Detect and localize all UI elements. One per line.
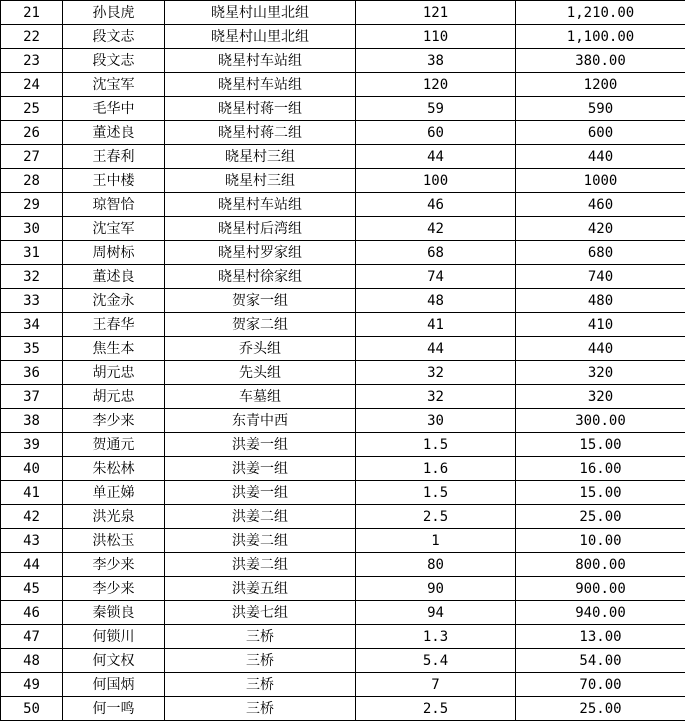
table-row bbox=[1, 697, 685, 721]
amount-cell: 15.00 bbox=[516, 481, 685, 505]
group-cell: 晓星村蒋二组 bbox=[165, 121, 356, 145]
group-cell: 晓星村三组 bbox=[165, 169, 356, 193]
name-cell: 毛华中 bbox=[63, 97, 165, 121]
amount-cell: 680 bbox=[516, 241, 685, 265]
amount-cell: 300.00 bbox=[516, 409, 685, 433]
table-row bbox=[1, 433, 685, 457]
row-number-cell: 23 bbox=[1, 49, 63, 73]
row-number-cell: 42 bbox=[1, 505, 63, 529]
name-cell: 王春华 bbox=[63, 313, 165, 337]
group-cell: 车墓组 bbox=[165, 385, 356, 409]
amount-cell: 16.00 bbox=[516, 457, 685, 481]
group-cell: 洪姜七组 bbox=[165, 601, 356, 625]
name-cell: 董述良 bbox=[63, 121, 165, 145]
row-number-cell: 25 bbox=[1, 97, 63, 121]
name-cell: 段文志 bbox=[63, 49, 165, 73]
row-number-cell: 34 bbox=[1, 313, 63, 337]
quantity-cell: 1.6 bbox=[356, 457, 516, 481]
quantity-cell: 68 bbox=[356, 241, 516, 265]
amount-cell: 10.00 bbox=[516, 529, 685, 553]
quantity-cell: 100 bbox=[356, 169, 516, 193]
name-cell: 李少来 bbox=[63, 577, 165, 601]
name-cell: 李少来 bbox=[63, 553, 165, 577]
name-cell: 洪松玉 bbox=[63, 529, 165, 553]
row-number-cell: 50 bbox=[1, 697, 63, 721]
group-cell: 晓星村车站组 bbox=[165, 73, 356, 97]
row-number-cell: 36 bbox=[1, 361, 63, 385]
amount-cell: 590 bbox=[516, 97, 685, 121]
row-number-cell: 27 bbox=[1, 145, 63, 169]
row-number-cell: 29 bbox=[1, 193, 63, 217]
row-number-cell: 38 bbox=[1, 409, 63, 433]
amount-cell: 410 bbox=[516, 313, 685, 337]
quantity-cell: 80 bbox=[356, 553, 516, 577]
amount-cell: 320 bbox=[516, 385, 685, 409]
amount-cell: 420 bbox=[516, 217, 685, 241]
row-number-cell: 48 bbox=[1, 649, 63, 673]
amount-cell: 13.00 bbox=[516, 625, 685, 649]
quantity-cell: 1.5 bbox=[356, 433, 516, 457]
name-cell: 沈宝军 bbox=[63, 73, 165, 97]
table-row bbox=[1, 265, 685, 289]
table-body bbox=[1, 1, 685, 721]
group-cell: 洪姜一组 bbox=[165, 433, 356, 457]
amount-cell: 1,100.00 bbox=[516, 25, 685, 49]
group-cell: 晓星村山里北组 bbox=[165, 25, 356, 49]
table-row bbox=[1, 25, 685, 49]
group-cell: 晓星村徐家组 bbox=[165, 265, 356, 289]
table-row bbox=[1, 553, 685, 577]
quantity-cell: 41 bbox=[356, 313, 516, 337]
group-cell: 晓星村车站组 bbox=[165, 49, 356, 73]
group-cell: 晓星村后湾组 bbox=[165, 217, 356, 241]
name-cell: 秦锁良 bbox=[63, 601, 165, 625]
quantity-cell: 48 bbox=[356, 289, 516, 313]
table-row bbox=[1, 1, 685, 25]
quantity-cell: 2.5 bbox=[356, 697, 516, 721]
name-cell: 沈宝军 bbox=[63, 217, 165, 241]
amount-cell: 900.00 bbox=[516, 577, 685, 601]
group-cell: 乔头组 bbox=[165, 337, 356, 361]
amount-cell: 800.00 bbox=[516, 553, 685, 577]
table-row bbox=[1, 385, 685, 409]
table-row bbox=[1, 169, 685, 193]
group-cell: 贺家一组 bbox=[165, 289, 356, 313]
row-number-cell: 32 bbox=[1, 265, 63, 289]
name-cell: 贺通元 bbox=[63, 433, 165, 457]
amount-cell: 940.00 bbox=[516, 601, 685, 625]
name-cell: 何国炳 bbox=[63, 673, 165, 697]
amount-cell: 460 bbox=[516, 193, 685, 217]
row-number-cell: 43 bbox=[1, 529, 63, 553]
name-cell: 朱松林 bbox=[63, 457, 165, 481]
row-number-cell: 35 bbox=[1, 337, 63, 361]
table-row bbox=[1, 625, 685, 649]
group-cell: 洪姜二组 bbox=[165, 553, 356, 577]
table-row bbox=[1, 601, 685, 625]
quantity-cell: 32 bbox=[356, 385, 516, 409]
table-row bbox=[1, 289, 685, 313]
table-row bbox=[1, 481, 685, 505]
amount-cell: 600 bbox=[516, 121, 685, 145]
group-cell: 洪姜五组 bbox=[165, 577, 356, 601]
group-cell: 三桥 bbox=[165, 649, 356, 673]
quantity-cell: 32 bbox=[356, 361, 516, 385]
quantity-cell: 74 bbox=[356, 265, 516, 289]
row-number-cell: 24 bbox=[1, 73, 63, 97]
table-row bbox=[1, 529, 685, 553]
name-cell: 何一鸣 bbox=[63, 697, 165, 721]
table-row bbox=[1, 49, 685, 73]
table-row bbox=[1, 409, 685, 433]
group-cell: 三桥 bbox=[165, 697, 356, 721]
row-number-cell: 39 bbox=[1, 433, 63, 457]
amount-cell: 1,210.00 bbox=[516, 1, 685, 25]
amount-cell: 320 bbox=[516, 361, 685, 385]
amount-cell: 25.00 bbox=[516, 505, 685, 529]
table-row bbox=[1, 457, 685, 481]
group-cell: 晓星村山里北组 bbox=[165, 1, 356, 25]
table-row bbox=[1, 649, 685, 673]
quantity-cell: 120 bbox=[356, 73, 516, 97]
table-row bbox=[1, 121, 685, 145]
group-cell: 贺家二组 bbox=[165, 313, 356, 337]
quantity-cell: 5.4 bbox=[356, 649, 516, 673]
group-cell: 晓星村蒋一组 bbox=[165, 97, 356, 121]
table-row bbox=[1, 193, 685, 217]
quantity-cell: 46 bbox=[356, 193, 516, 217]
name-cell: 何锁川 bbox=[63, 625, 165, 649]
quantity-cell: 38 bbox=[356, 49, 516, 73]
table-row bbox=[1, 217, 685, 241]
group-cell: 晓星村罗家组 bbox=[165, 241, 356, 265]
quantity-cell: 44 bbox=[356, 337, 516, 361]
quantity-cell: 121 bbox=[356, 1, 516, 25]
row-number-cell: 22 bbox=[1, 25, 63, 49]
amount-cell: 1200 bbox=[516, 73, 685, 97]
amount-cell: 740 bbox=[516, 265, 685, 289]
row-number-cell: 31 bbox=[1, 241, 63, 265]
row-number-cell: 41 bbox=[1, 481, 63, 505]
name-cell: 焦生本 bbox=[63, 337, 165, 361]
quantity-cell: 1.5 bbox=[356, 481, 516, 505]
row-number-cell: 44 bbox=[1, 553, 63, 577]
amount-cell: 70.00 bbox=[516, 673, 685, 697]
group-cell: 三桥 bbox=[165, 673, 356, 697]
amount-cell: 440 bbox=[516, 337, 685, 361]
table-row bbox=[1, 97, 685, 121]
row-number-cell: 37 bbox=[1, 385, 63, 409]
amount-cell: 380.00 bbox=[516, 49, 685, 73]
table-row bbox=[1, 577, 685, 601]
quantity-cell: 7 bbox=[356, 673, 516, 697]
table-row bbox=[1, 145, 685, 169]
table-row bbox=[1, 313, 685, 337]
quantity-cell: 2.5 bbox=[356, 505, 516, 529]
row-number-cell: 28 bbox=[1, 169, 63, 193]
name-cell: 董述良 bbox=[63, 265, 165, 289]
row-number-cell: 26 bbox=[1, 121, 63, 145]
name-cell: 胡元忠 bbox=[63, 361, 165, 385]
name-cell: 孙艮虎 bbox=[63, 1, 165, 25]
quantity-cell: 42 bbox=[356, 217, 516, 241]
row-number-cell: 40 bbox=[1, 457, 63, 481]
name-cell: 单正娣 bbox=[63, 481, 165, 505]
name-cell: 王春利 bbox=[63, 145, 165, 169]
name-cell: 沈金永 bbox=[63, 289, 165, 313]
quantity-cell: 59 bbox=[356, 97, 516, 121]
row-number-cell: 30 bbox=[1, 217, 63, 241]
group-cell: 洪姜二组 bbox=[165, 505, 356, 529]
quantity-cell: 110 bbox=[356, 25, 516, 49]
group-cell: 洪姜一组 bbox=[165, 481, 356, 505]
amount-cell: 440 bbox=[516, 145, 685, 169]
table-row bbox=[1, 361, 685, 385]
row-number-cell: 45 bbox=[1, 577, 63, 601]
name-cell: 何文权 bbox=[63, 649, 165, 673]
quantity-cell: 1.3 bbox=[356, 625, 516, 649]
name-cell: 周树标 bbox=[63, 241, 165, 265]
name-cell: 洪光泉 bbox=[63, 505, 165, 529]
table-row bbox=[1, 73, 685, 97]
table-row bbox=[1, 337, 685, 361]
group-cell: 三桥 bbox=[165, 625, 356, 649]
group-cell: 先头组 bbox=[165, 361, 356, 385]
name-cell: 琼智恰 bbox=[63, 193, 165, 217]
quantity-cell: 90 bbox=[356, 577, 516, 601]
table-row bbox=[1, 241, 685, 265]
name-cell: 胡元忠 bbox=[63, 385, 165, 409]
amount-cell: 25.00 bbox=[516, 697, 685, 721]
group-cell: 晓星村车站组 bbox=[165, 193, 356, 217]
name-cell: 王中楼 bbox=[63, 169, 165, 193]
quantity-cell: 94 bbox=[356, 601, 516, 625]
group-cell: 晓星村三组 bbox=[165, 145, 356, 169]
name-cell: 李少来 bbox=[63, 409, 165, 433]
quantity-cell: 30 bbox=[356, 409, 516, 433]
amount-cell: 15.00 bbox=[516, 433, 685, 457]
row-number-cell: 49 bbox=[1, 673, 63, 697]
row-number-cell: 33 bbox=[1, 289, 63, 313]
row-number-cell: 21 bbox=[1, 1, 63, 25]
name-cell: 段文志 bbox=[63, 25, 165, 49]
group-cell: 洪姜一组 bbox=[165, 457, 356, 481]
amount-cell: 1000 bbox=[516, 169, 685, 193]
quantity-cell: 60 bbox=[356, 121, 516, 145]
row-number-cell: 46 bbox=[1, 601, 63, 625]
row-number-cell: 47 bbox=[1, 625, 63, 649]
amount-cell: 54.00 bbox=[516, 649, 685, 673]
table-row bbox=[1, 673, 685, 697]
group-cell: 洪姜二组 bbox=[165, 529, 356, 553]
amount-cell: 480 bbox=[516, 289, 685, 313]
quantity-cell: 44 bbox=[356, 145, 516, 169]
quantity-cell: 1 bbox=[356, 529, 516, 553]
table-row bbox=[1, 505, 685, 529]
group-cell: 东青中西 bbox=[165, 409, 356, 433]
